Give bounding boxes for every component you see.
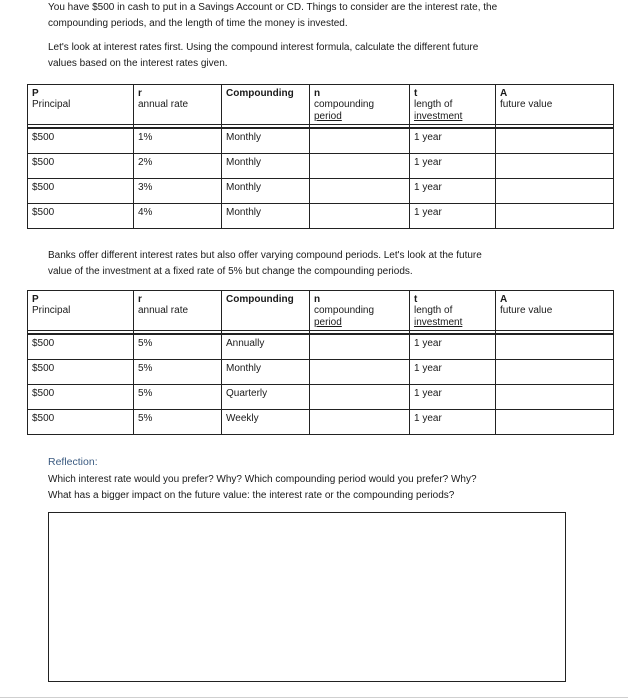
table-row	[28, 334, 614, 360]
header-t-label-1: length of	[414, 305, 453, 316]
a-input-cell[interactable]	[496, 385, 614, 410]
table-header-row	[28, 85, 614, 125]
t-cell: 1 year	[410, 334, 496, 360]
header-p-symbol: P	[32, 294, 39, 305]
intro-line-2: compounding periods, and the length of time the money is invested.	[48, 18, 348, 29]
table-header-row	[28, 291, 614, 331]
compounding-cell: Annually	[222, 334, 310, 360]
t-cell: 1 year	[410, 360, 496, 385]
a-input-cell[interactable]	[496, 334, 614, 360]
t-cell: 1 year	[410, 204, 496, 229]
rate-cell: 4%	[134, 204, 222, 229]
header-t-label-1: length of	[414, 99, 453, 110]
a-input-cell[interactable]	[496, 204, 614, 229]
principal-cell: $500	[28, 154, 134, 179]
header-n-symbol: n	[314, 88, 321, 99]
table-row	[28, 360, 614, 385]
header-n	[310, 291, 410, 331]
header-n-label-2: period	[314, 111, 342, 122]
interest-rate-table	[27, 84, 614, 229]
n-input-cell[interactable]	[310, 154, 410, 179]
n-input-cell[interactable]	[310, 204, 410, 229]
n-input-cell[interactable]	[310, 334, 410, 360]
page-bottom-divider	[0, 697, 628, 698]
header-t-symbol: t	[414, 88, 418, 99]
rate-cell: 5%	[134, 334, 222, 360]
principal-cell: $500	[28, 128, 134, 154]
table-row	[28, 410, 614, 435]
rate-cell: 1%	[134, 128, 222, 154]
principal-cell: $500	[28, 385, 134, 410]
header-r-label: annual rate	[138, 305, 189, 316]
header-a-symbol: A	[500, 294, 508, 305]
header-rate	[134, 85, 222, 125]
compounding-period-table	[27, 290, 614, 435]
compounding-cell: Monthly	[222, 360, 310, 385]
a-input-cell[interactable]	[496, 410, 614, 435]
n-input-cell[interactable]	[310, 128, 410, 154]
t-cell: 1 year	[410, 128, 496, 154]
header-principal	[28, 85, 134, 125]
header-p-label: Principal	[32, 99, 71, 110]
header-t-label-2: investment	[414, 111, 463, 122]
a-input-cell[interactable]	[496, 179, 614, 204]
compounding-intro-line-2: value of the investment at a fixed rate of 5% but change the compounding periods.	[48, 266, 413, 277]
table-row	[28, 128, 614, 154]
instruction-line-2: values based on the interest rates given.	[48, 58, 228, 69]
table-row	[28, 179, 614, 204]
rate-cell: 5%	[134, 385, 222, 410]
reflection-question-1: Which interest rate would you prefer? Why? Which compounding period would you prefer? Why?	[48, 474, 477, 485]
a-input-cell[interactable]	[496, 360, 614, 385]
header-compounding	[222, 85, 310, 125]
header-a-label: future value	[500, 99, 553, 110]
n-input-cell[interactable]	[310, 410, 410, 435]
header-n-label-1: compounding	[314, 305, 375, 316]
header-r-symbol: r	[138, 294, 142, 305]
rate-cell: 5%	[134, 410, 222, 435]
rate-cell: 3%	[134, 179, 222, 204]
compounding-cell: Monthly	[222, 128, 310, 154]
compounding-cell: Monthly	[222, 154, 310, 179]
compounding-intro-text	[48, 248, 593, 280]
compounding-cell: Monthly	[222, 179, 310, 204]
header-r-symbol: r	[138, 88, 142, 99]
header-t	[410, 291, 496, 331]
reflection-heading: Reflection:	[48, 456, 98, 468]
table-row	[28, 204, 614, 229]
table-row	[28, 385, 614, 410]
compounding-cell: Weekly	[222, 410, 310, 435]
header-a-label: future value	[500, 305, 553, 316]
header-p-label: Principal	[32, 305, 71, 316]
header-rate	[134, 291, 222, 331]
t-cell: 1 year	[410, 410, 496, 435]
t-cell: 1 year	[410, 385, 496, 410]
header-p-symbol: P	[32, 88, 39, 99]
t-cell: 1 year	[410, 179, 496, 204]
principal-cell: $500	[28, 179, 134, 204]
compounding-intro-line-1: Banks offer different interest rates but also offer varying compound periods. Let's look at the future	[48, 250, 482, 261]
header-a-symbol: A	[500, 88, 508, 99]
a-input-cell[interactable]	[496, 154, 614, 179]
t-cell: 1 year	[410, 154, 496, 179]
header-n-label-2: period	[314, 317, 342, 328]
header-t-symbol: t	[414, 294, 418, 305]
reflection-question-2: What has a bigger impact on the future value: the interest rate or the compounding periods?	[48, 490, 455, 501]
rate-cell: 5%	[134, 360, 222, 385]
rate-cell: 2%	[134, 154, 222, 179]
header-n-label-1: compounding	[314, 99, 375, 110]
a-input-cell[interactable]	[496, 128, 614, 154]
n-input-cell[interactable]	[310, 360, 410, 385]
reflection-questions	[48, 472, 593, 504]
header-compounding	[222, 291, 310, 331]
instruction-line-1: Let's look at interest rates first. Using the compound interest formula, calculate the different future	[48, 42, 479, 53]
instruction-text	[48, 40, 593, 72]
header-t-label-2: investment	[414, 317, 463, 328]
header-compounding-label: Compounding	[226, 294, 294, 305]
n-input-cell[interactable]	[310, 385, 410, 410]
header-a	[496, 85, 614, 125]
principal-cell: $500	[28, 360, 134, 385]
header-n	[310, 85, 410, 125]
principal-cell: $500	[28, 410, 134, 435]
header-r-label: annual rate	[138, 99, 189, 110]
n-input-cell[interactable]	[310, 179, 410, 204]
header-t	[410, 85, 496, 125]
header-n-symbol: n	[314, 294, 321, 305]
reflection-answer-box[interactable]	[48, 512, 566, 682]
header-a	[496, 291, 614, 331]
compounding-cell: Monthly	[222, 204, 310, 229]
principal-cell: $500	[28, 204, 134, 229]
header-compounding-label: Compounding	[226, 88, 294, 99]
header-principal	[28, 291, 134, 331]
table-row	[28, 154, 614, 179]
intro-text	[48, 0, 593, 32]
intro-line-1: You have $500 in cash to put in a Savings Account or CD. Things to consider are the interest rate, the	[48, 2, 498, 13]
principal-cell: $500	[28, 334, 134, 360]
compounding-cell: Quarterly	[222, 385, 310, 410]
